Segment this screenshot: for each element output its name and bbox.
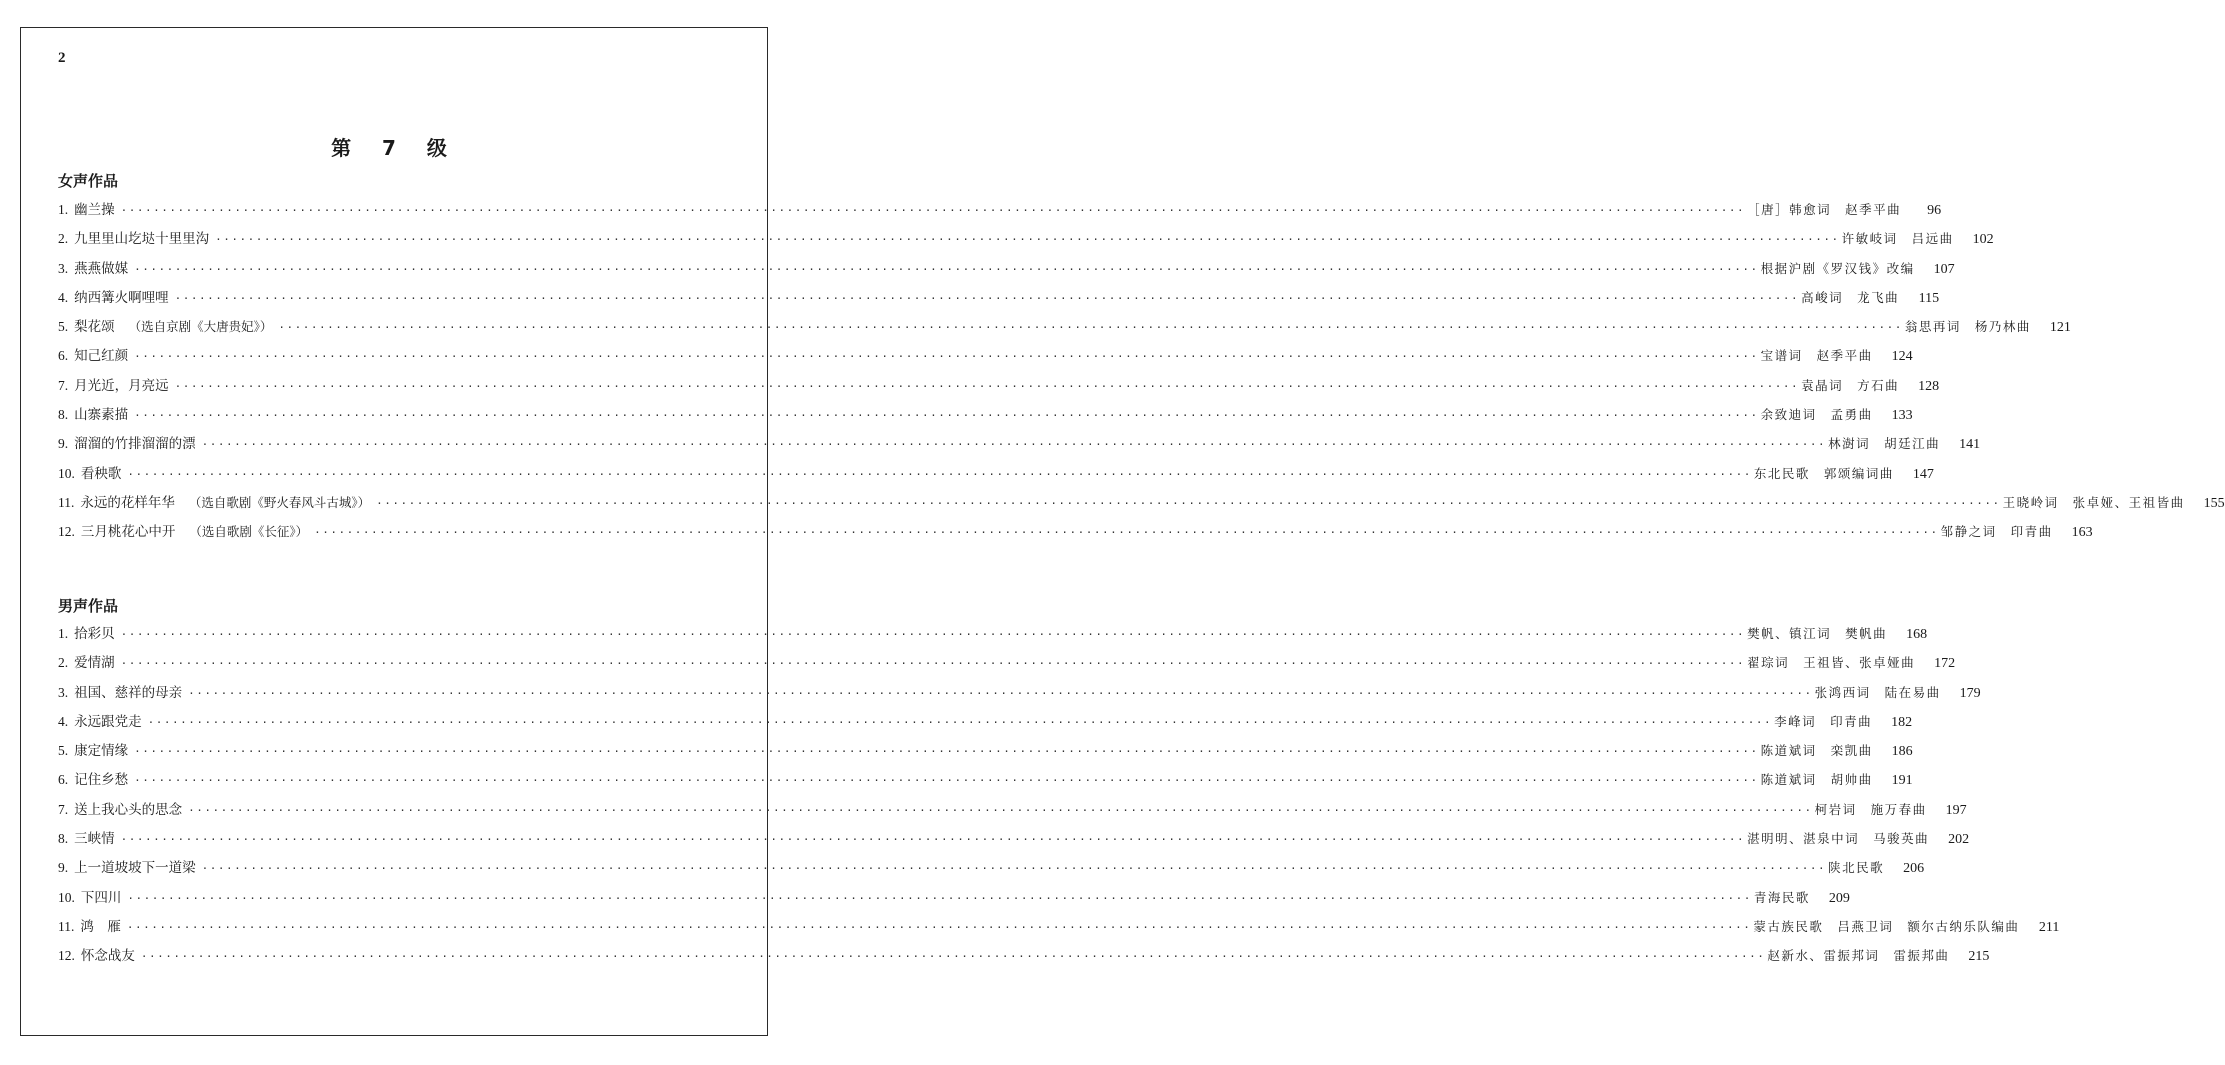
entry-title: 永远跟党走	[74, 713, 142, 730]
entry-credit: 王晓岭词 张卓娅、王祖皆曲	[2002, 494, 2185, 510]
entry-page-number: 209	[1828, 890, 1850, 906]
entry-page-number: 107	[1933, 261, 1955, 277]
entry-number: 12.	[58, 524, 75, 540]
entry-title: 拾彩贝	[74, 626, 115, 642]
entry-page-number: 124	[1891, 349, 1913, 365]
entry-number: 4.	[58, 289, 69, 305]
dot-leader: ········································································································································································································	[120, 833, 1746, 847]
entry-credit: 东北民歌 郭颂编词曲	[1753, 465, 1894, 481]
entry-page-number: 141	[1959, 437, 1981, 453]
entry-credit: 湛明明、湛泉中词 马骏英曲	[1747, 831, 1930, 847]
dot-leader: ········································································································································································································	[120, 657, 1746, 671]
entry-credit: 林澍词 胡廷江曲	[1828, 436, 1941, 452]
entry-credit: ［唐］韩愈词 赵季平曲	[1747, 202, 1902, 217]
toc-entry[interactable]	[58, 827, 1970, 856]
entry-page-number: 128	[1918, 378, 1940, 394]
dot-leader: ········································································································································································································	[140, 950, 1766, 964]
entry-number: 6.	[58, 772, 69, 788]
entry-page-number: 179	[1959, 685, 1981, 701]
dot-leader: ········································································································································································································	[147, 715, 1773, 729]
entry-title: 爱情湖	[74, 655, 115, 672]
toc-entry[interactable]	[58, 198, 1942, 227]
toc-entry[interactable]	[58, 344, 1913, 373]
entry-number: 10.	[58, 465, 75, 481]
entry-page-number: 96	[1927, 203, 1942, 218]
entry-number: 12.	[58, 948, 75, 964]
entry-page-number: 133	[1891, 408, 1913, 424]
entry-page-number: 202	[1948, 832, 1970, 848]
entry-number: 5.	[58, 319, 69, 335]
entry-credit: 袁晶词 方石曲	[1801, 377, 1900, 393]
toc-entry[interactable]	[58, 403, 1913, 432]
entry-note: （选自歌剧《野火春风斗古城》）	[188, 494, 371, 510]
entry-page-number: 115	[1918, 290, 1940, 306]
entry-page-number: 182	[1891, 714, 1913, 730]
entry-number: 1.	[58, 202, 69, 217]
dot-leader: ········································································································································································································	[215, 233, 1840, 247]
entry-number: 10.	[58, 889, 75, 905]
entry-title: 纳西篝火啊哩哩	[74, 289, 169, 306]
entry-title: 看秧歌	[80, 465, 122, 482]
entry-credit: 翁思再词 杨乃林曲	[1904, 319, 2031, 335]
entry-title: 知己红颜	[74, 348, 129, 365]
toc-entry[interactable]	[58, 651, 1956, 680]
dot-leader: ········································································································································································································	[174, 379, 1800, 393]
page-number: 2	[58, 50, 66, 66]
toc-entry[interactable]	[58, 286, 1940, 315]
dot-leader: ········································································································································································································	[201, 862, 1827, 876]
dot-leader: ········································································································································································································	[278, 321, 1903, 335]
dot-leader: ········································································································································································································	[188, 803, 1813, 817]
level-title: 第 7 级	[331, 136, 459, 160]
toc-entry[interactable]	[58, 315, 2071, 344]
entry-credit: 陈道斌词 栾凯曲	[1760, 743, 1873, 759]
toc-entry[interactable]	[58, 491, 2225, 520]
dot-leader: ········································································································································································································	[127, 467, 1752, 481]
entry-credit: 青海民歌	[1753, 889, 1810, 905]
toc-entry[interactable]	[58, 944, 1990, 973]
entry-credit: 张鸿西词 陆在易曲	[1814, 684, 1941, 700]
entry-page-number: 215	[1968, 949, 1990, 965]
entry-title: 九里里山圪垯十里里沟	[74, 231, 210, 248]
entry-number: 8.	[58, 407, 69, 423]
dot-leader: ········································································································································································································	[134, 745, 1759, 759]
dot-leader: ········································································································································································································	[188, 686, 1813, 700]
entry-credit: 蒙古族民歌 吕燕卫词 额尔古纳乐队编曲	[1753, 918, 2020, 934]
entry-credit: 陈道斌词 胡帅曲	[1760, 772, 1873, 788]
dot-leader: ········································································································································································································	[201, 438, 1827, 452]
entry-title: 怀念战友	[80, 948, 135, 965]
entry-number: 2.	[58, 231, 69, 247]
entry-page-number: 155	[2203, 495, 2225, 511]
entry-title: 送上我心头的思念	[74, 801, 183, 818]
entry-note: （选自京剧《大唐贵妃》）	[128, 319, 273, 335]
entry-title: 梨花颂	[74, 319, 115, 336]
entry-credit: 樊帆、镇江词 樊帆曲	[1747, 626, 1888, 641]
entry-title: 山寨素描	[74, 407, 129, 424]
dot-leader: ········································································································································································································	[134, 409, 1759, 423]
toc-entry[interactable]	[58, 681, 1981, 710]
entry-page-number: 121	[2049, 320, 2071, 336]
entry-number: 11.	[58, 918, 75, 934]
toc-entry[interactable]	[58, 710, 1913, 739]
entry-title: 康定情缘	[74, 743, 129, 760]
toc-list-male	[58, 622, 2060, 974]
toc-entry[interactable]	[58, 432, 1981, 461]
entry-number: 9.	[58, 436, 69, 452]
dot-leader: ········································································································································································································	[134, 350, 1759, 364]
entry-page-number: 211	[2038, 919, 2060, 935]
entry-title: 燕燕做媒	[74, 260, 129, 277]
entry-page-number: 147	[1912, 466, 1934, 482]
toc-entry[interactable]	[58, 227, 1994, 256]
toc-entry[interactable]	[58, 462, 1934, 491]
entry-title: 月光近，月亮远	[74, 377, 169, 394]
dot-leader: ········································································································································································································	[174, 291, 1800, 305]
entry-page-number: 172	[1934, 656, 1956, 672]
toc-entry[interactable]	[58, 739, 1913, 768]
entry-title: 三峡情	[74, 831, 115, 848]
entry-title: 幽兰操	[74, 202, 115, 218]
section-title-male: 男声作品	[58, 597, 119, 615]
entry-credit: 宝谱词 赵季平曲	[1760, 348, 1873, 364]
entry-page-number: 206	[1903, 861, 1925, 877]
entry-title: 上一道坡坡下一道梁	[74, 860, 196, 877]
toc-entry[interactable]	[58, 520, 2093, 549]
entry-credit: 李峰词 印青曲	[1774, 713, 1873, 729]
entry-title: 永远的花样年华	[80, 494, 175, 511]
entry-number: 11.	[58, 494, 75, 510]
dot-leader: ········································································································································································································	[120, 204, 1746, 217]
dot-leader: ········································································································································································································	[314, 526, 1939, 540]
entry-page-number: 163	[2071, 525, 2093, 541]
entry-page-number: 186	[1891, 744, 1913, 760]
toc-entry[interactable]	[58, 622, 1928, 651]
entry-credit: 柯岩词 施万春曲	[1814, 801, 1927, 817]
entry-number: 8.	[58, 831, 69, 847]
entry-credit: 高峻词 龙飞曲	[1801, 289, 1900, 305]
entry-title: 祖国、慈祥的母亲	[74, 684, 183, 701]
toc-entry[interactable]	[58, 856, 1925, 885]
entry-page-number: 191	[1891, 773, 1913, 789]
entry-credit: 陕北民歌	[1828, 860, 1885, 876]
dot-leader: ········································································································································································································	[134, 262, 1759, 276]
entry-number: 7.	[58, 801, 69, 817]
entry-number: 9.	[58, 860, 69, 876]
entry-credit: 赵新水、雷振邦词 雷振邦曲	[1767, 948, 1950, 964]
dot-leader: ········································································································································································································	[127, 891, 1752, 905]
entry-credit: 根据沪剧《罗汉钱》改编	[1760, 260, 1915, 276]
toc-list-female	[58, 198, 2225, 550]
entry-page-number: 168	[1906, 627, 1928, 642]
entry-title: 三月桃花心中开	[80, 524, 176, 541]
entry-number: 3.	[58, 684, 69, 700]
toc-entry[interactable]	[58, 798, 1967, 827]
entry-credit: 邹静之词 印青曲	[1940, 524, 2053, 540]
toc-entry[interactable]	[58, 374, 1940, 403]
dot-leader: ········································································································································································································	[120, 628, 1746, 641]
entry-page-number: 197	[1945, 802, 1967, 818]
entry-number: 3.	[58, 260, 69, 276]
toc-entry[interactable]	[58, 886, 1850, 915]
entry-title: 记住乡愁	[74, 772, 129, 789]
entry-number: 6.	[58, 348, 69, 364]
entry-credit: 翟琮词 王祖皆、张卓娅曲	[1747, 655, 1916, 671]
dot-leader: ········································································································································································································	[376, 496, 2001, 510]
toc-entry[interactable]	[58, 257, 1955, 286]
entry-number: 5.	[58, 743, 69, 759]
entry-number: 2.	[58, 655, 69, 671]
entry-number: 4.	[58, 713, 69, 729]
entry-credit: 余致迪词 孟勇曲	[1760, 407, 1873, 423]
entry-page-number: 102	[1972, 232, 1994, 248]
entry-title: 溜溜的竹排溜溜的漂	[74, 436, 196, 453]
entry-note: （选自歌剧《长征》）	[189, 524, 309, 540]
entry-number: 1.	[58, 626, 69, 641]
toc-entry[interactable]	[58, 915, 2060, 944]
entry-title: 鸿 雁	[80, 918, 121, 935]
section-title-female: 女声作品	[58, 172, 119, 190]
dot-leader: ········································································································································································································	[134, 774, 1759, 788]
toc-entry[interactable]	[58, 768, 1913, 797]
entry-credit: 许敏岐词 吕远曲	[1841, 231, 1954, 247]
entry-title: 下四川	[80, 889, 122, 906]
entry-number: 7.	[58, 377, 69, 393]
dot-leader: ········································································································································································································	[126, 920, 1752, 934]
